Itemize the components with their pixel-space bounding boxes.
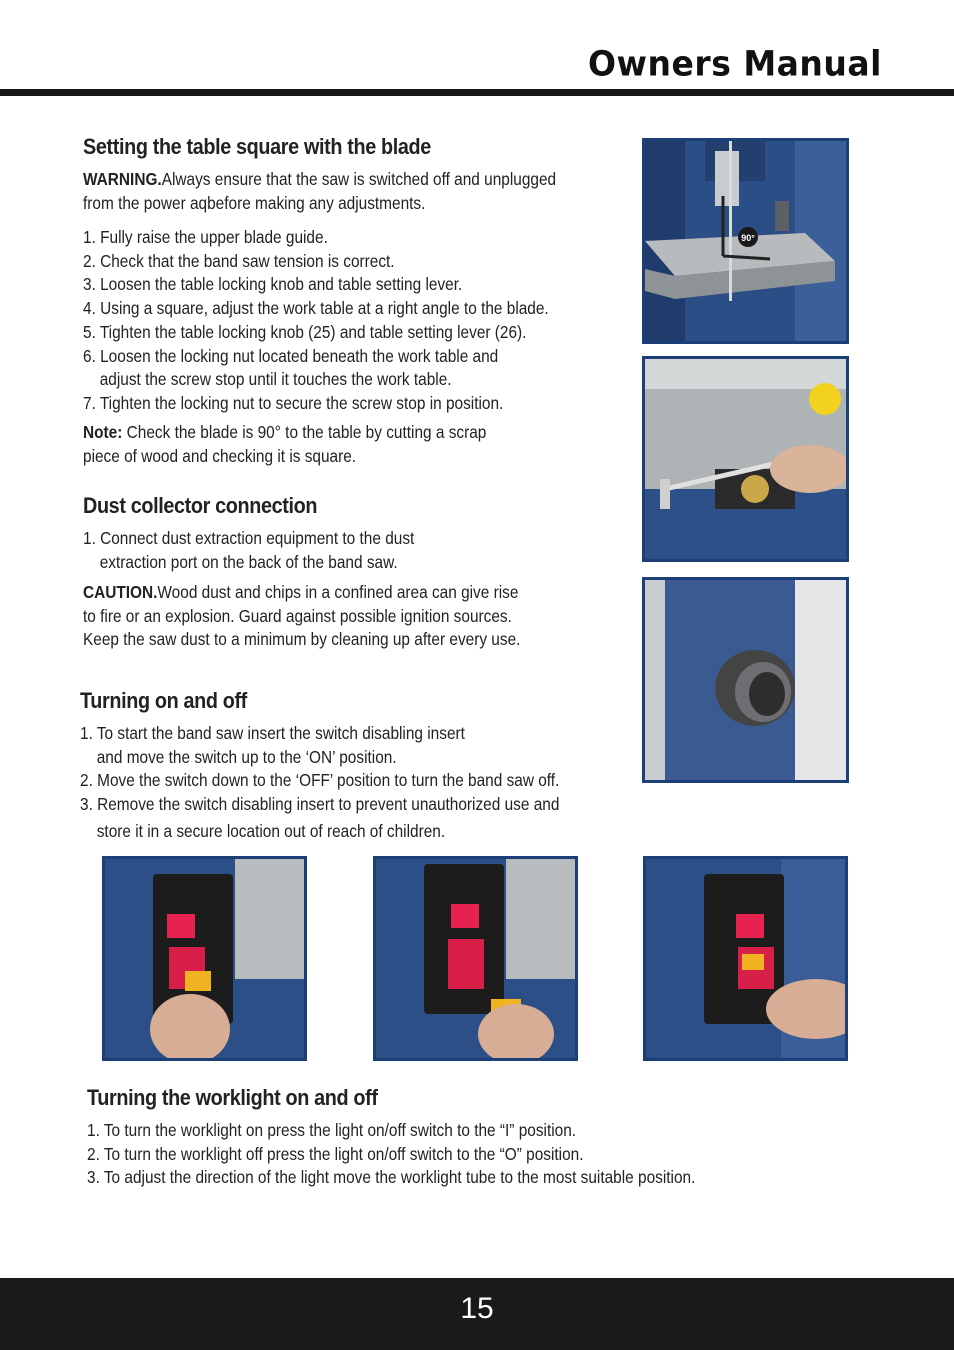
list-item: and move the switch up to the ‘ON’ position.: [96, 746, 397, 767]
page-number: 15: [460, 1292, 494, 1325]
list-item: 2. Move the switch down to the ‘OFF’ position to turn the band saw off.: [80, 770, 560, 791]
list-item: 3. Remove the switch disabling insert to prevent unauthorized use and: [80, 794, 560, 815]
caution-line3: Keep the saw dust to a minimum by cleaning up after every use.: [83, 629, 521, 649]
section-heading: Turning the worklight on and off: [87, 1085, 378, 1110]
section-heading: Turning on and off: [80, 688, 247, 713]
screw-stop-illustration: [645, 359, 846, 559]
note-text: Check the blade is 90° to the table by cutting a scrap: [126, 422, 487, 442]
warning-paragraph-line2: from the power aqbefore making any adjustments.: [83, 193, 426, 213]
list-item: 1. To start the band saw insert the switch disabling insert: [80, 723, 465, 743]
switch-insert-illustration: [646, 859, 845, 1058]
photo-dust-port: [642, 577, 849, 783]
note-paragraph-line2: piece of wood and checking it is square.: [83, 446, 357, 466]
caution-label: CAUTION.: [83, 582, 158, 602]
photo-switch-insert: [643, 856, 848, 1061]
list-item: 2. Check that the band saw tension is correct.: [83, 250, 395, 271]
list-item: 3. Loosen the table locking knob and table setting lever.: [83, 274, 463, 295]
note-label: Note:: [83, 422, 123, 442]
table-square-illustration: [645, 141, 846, 341]
photo-screw-stop: [642, 356, 849, 562]
header-rule: [0, 89, 954, 96]
warning-paragraph: [83, 168, 556, 192]
dust-steps: [83, 527, 459, 574]
list-item: 6. Loosen the locking nut located beneath the work table and: [83, 345, 499, 366]
list-item: adjust the screw stop until it touches the work table.: [99, 369, 452, 390]
list-item: extraction port on the back of the band saw.: [99, 551, 398, 572]
section-turning: [80, 688, 265, 714]
photo-switch-off: [373, 856, 578, 1061]
list-item: 1. Connect dust extraction equipment to the dust: [83, 528, 415, 548]
page-title: Owners Manual: [588, 43, 882, 84]
worklight-steps: [87, 1119, 778, 1190]
section-dust: [83, 493, 343, 519]
list-item: 5. Tighten the table locking knob (25) and table setting lever (26).: [83, 321, 527, 342]
note-paragraph: [83, 421, 486, 445]
caution-paragraph: [83, 581, 518, 605]
list-item: 2. To turn the worklight off press the light on/off switch to the “O” position.: [87, 1143, 584, 1164]
list-item: 1. To turn the worklight on press the light on/off switch to the “I” position.: [87, 1120, 577, 1140]
list-item: 4. Using a square, adjust the work table at a right angle to the blade.: [83, 298, 549, 319]
angle-label: 90°: [741, 233, 755, 243]
list-item: 7. Tighten the locking nut to secure the screw stop in position.: [83, 392, 504, 413]
list-item: 1. Fully raise the upper blade guide.: [83, 227, 328, 247]
caution-line2: to fire or an explosion. Guard against possible ignition sources.: [83, 606, 512, 626]
warning-text: Always ensure that the saw is switched off and unplugged: [161, 169, 557, 189]
caution-text: Wood dust and chips in a confined area can give rise: [157, 582, 519, 602]
section-heading: Setting the table square with the blade: [83, 134, 431, 159]
list-item: store it in a secure location out of reach of children.: [96, 820, 446, 841]
switch-on-illustration: [105, 859, 304, 1058]
section-worklight: [87, 1085, 410, 1111]
warning-label: WARNING.: [83, 169, 162, 189]
photo-table-square: [642, 138, 849, 344]
table-square-steps: [83, 226, 612, 416]
section-table-square: [83, 134, 470, 160]
turning-steps: [80, 722, 625, 844]
photo-switch-on: [102, 856, 307, 1061]
switch-off-illustration: [376, 859, 575, 1058]
section-heading: Dust collector connection: [83, 493, 318, 518]
dust-port-illustration: [645, 580, 846, 780]
list-item: 3. To adjust the direction of the light move the worklight tube to the most suitable position.: [87, 1167, 696, 1188]
